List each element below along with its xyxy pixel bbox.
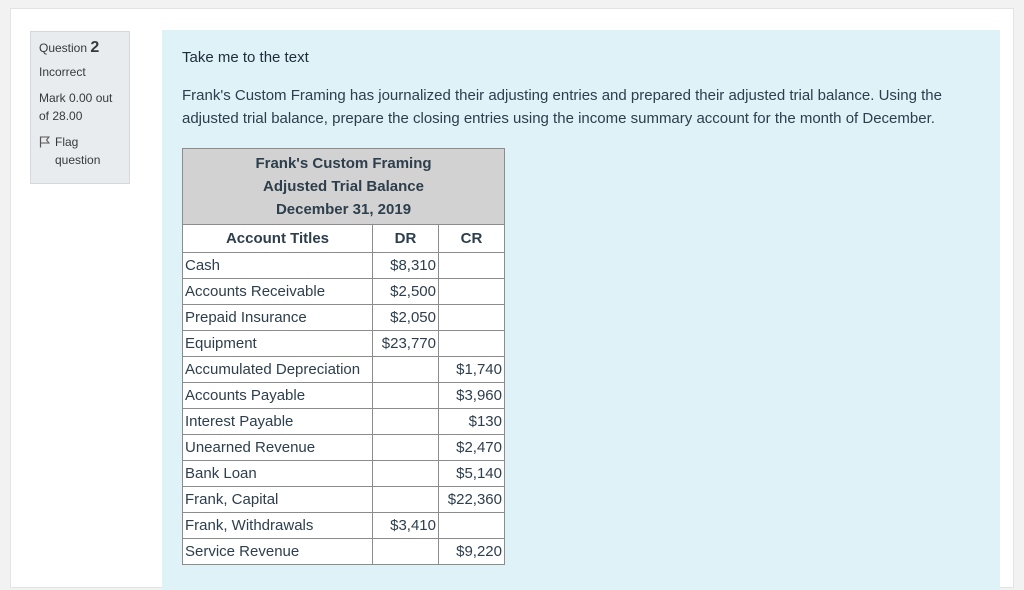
debit-amount — [373, 409, 439, 435]
company-name: Frank's Custom Framing — [255, 155, 432, 172]
table-row — [183, 383, 505, 409]
credit-amount — [439, 253, 505, 279]
table-row — [183, 253, 505, 279]
table-title-row — [183, 149, 505, 225]
account-title: Interest Payable — [183, 409, 373, 435]
credit-amount: $1,740 — [439, 357, 505, 383]
table-row — [183, 461, 505, 487]
credit-amount: $130 — [439, 409, 505, 435]
account-title: Prepaid Insurance — [183, 305, 373, 331]
table-row — [183, 539, 505, 565]
question-number — [39, 39, 121, 57]
debit-amount — [373, 539, 439, 565]
header-cr: CR — [439, 225, 505, 253]
debit-amount: $2,050 — [373, 305, 439, 331]
question-grade: Mark 0.00 out of 28.00 — [39, 91, 113, 123]
account-title: Accounts Receivable — [183, 279, 373, 305]
account-title: Equipment — [183, 331, 373, 357]
table-row — [183, 357, 505, 383]
debit-amount: $8,310 — [373, 253, 439, 279]
flag-question-button[interactable] — [39, 133, 121, 169]
debit-amount — [373, 435, 439, 461]
flag-question-label: Flag question — [55, 135, 101, 167]
question-prompt: Frank's Custom Framing has journalized their adjusting entries and prepared their adjusted trial balance. Using the adjusted trial balance, prepare the closing entries using the income summary account for the month of December. — [182, 87, 942, 127]
credit-amount: $2,470 — [439, 435, 505, 461]
question-info-panel — [30, 31, 130, 184]
account-title: Cash — [183, 253, 373, 279]
account-title: Frank, Capital — [183, 487, 373, 513]
credit-amount: $5,140 — [439, 461, 505, 487]
debit-amount — [373, 461, 439, 487]
table-row — [183, 331, 505, 357]
table-row — [183, 279, 505, 305]
table-header-row — [183, 225, 505, 253]
credit-amount: $22,360 — [439, 487, 505, 513]
statement-name: Adjusted Trial Balance — [263, 178, 424, 195]
credit-amount: $3,960 — [439, 383, 505, 409]
credit-amount — [439, 305, 505, 331]
account-title: Unearned Revenue — [183, 435, 373, 461]
credit-amount: $9,220 — [439, 539, 505, 565]
textbook-link[interactable]: Take me to the text — [182, 49, 309, 66]
table-title-cell — [183, 149, 505, 225]
credit-amount — [439, 331, 505, 357]
account-title: Frank, Withdrawals — [183, 513, 373, 539]
header-account-titles: Account Titles — [183, 225, 373, 253]
statement-date: December 31, 2019 — [275, 201, 412, 218]
table-row — [183, 487, 505, 513]
question-number-value: 2 — [90, 39, 100, 56]
table-row — [183, 513, 505, 539]
debit-amount — [373, 357, 439, 383]
debit-amount: $2,500 — [373, 279, 439, 305]
table-row — [183, 435, 505, 461]
account-title: Accounts Payable — [183, 383, 373, 409]
table-row — [183, 409, 505, 435]
question-label: Question — [39, 41, 88, 55]
header-dr: DR — [373, 225, 439, 253]
quiz-page — [10, 8, 1014, 588]
table-row — [183, 305, 505, 331]
credit-amount — [439, 279, 505, 305]
account-title: Accumulated Depreciation — [183, 357, 373, 383]
account-title: Bank Loan — [183, 461, 373, 487]
account-title: Service Revenue — [183, 539, 373, 565]
trial-balance-table — [182, 148, 505, 565]
question-content — [162, 30, 1000, 590]
debit-amount — [373, 487, 439, 513]
debit-amount: $3,410 — [373, 513, 439, 539]
debit-amount — [373, 383, 439, 409]
debit-amount: $23,770 — [373, 331, 439, 357]
question-state: Incorrect — [39, 65, 86, 79]
flag-icon — [39, 136, 51, 148]
credit-amount — [439, 513, 505, 539]
